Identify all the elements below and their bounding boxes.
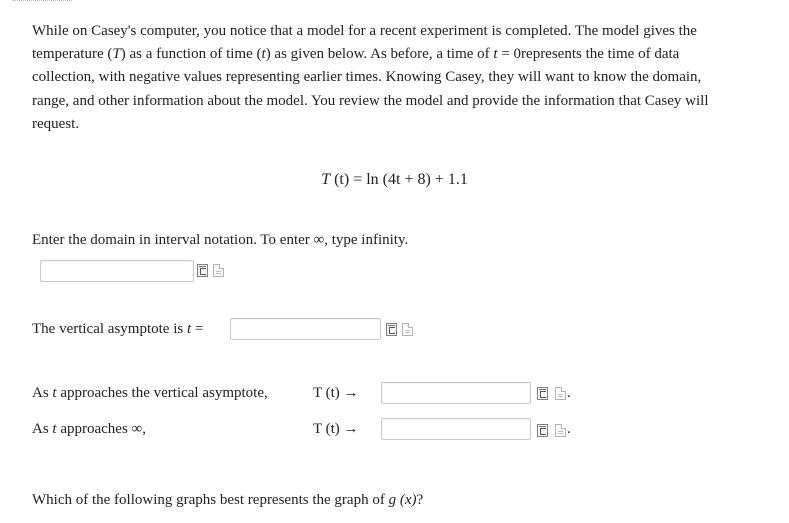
graph-question [32,492,423,509]
equation-editor-icon[interactable] [197,264,208,277]
equation-rhs: ln (4t + 8) + 1.1 [366,171,468,188]
asymptote-prompt-text: The vertical asymptote is [32,321,187,337]
limit2-function: T (t) → [313,421,359,437]
preview-icon[interactable] [555,387,566,400]
equation-editor-icon[interactable] [386,323,397,336]
limit2-input[interactable] [381,418,531,440]
limit2-text-post: approaches ∞, [56,421,147,437]
limit2-period: . [567,421,571,437]
limit1-text-pre: As [32,385,53,401]
asymptote-equals: = [191,321,204,337]
equation-editor-icon[interactable] [537,387,548,400]
domain-input[interactable] [40,260,194,282]
limit1-text-post: approaches the vertical asymptote, [56,385,268,401]
limit1-prompt [32,385,268,402]
limit1-input[interactable] [381,382,531,404]
domain-prompt: Enter the domain in interval notation. To enter ∞, type infinity. [32,232,409,248]
preview-icon[interactable] [555,424,566,437]
limit2-var: t [52,421,57,437]
equation-editor-icon[interactable] [537,424,548,437]
graph-question-mark: ? [416,492,424,508]
asymptote-input[interactable] [230,318,381,340]
var-T: T [112,46,121,63]
equation-lhs-arg: (t) = [330,171,367,188]
limit1-function: T (t) → [313,385,359,401]
var-t-2: t [493,46,498,63]
asymptote-var: t [186,321,192,337]
equation-lhs-var: T [321,171,331,188]
preview-icon[interactable] [402,323,413,336]
intro-text-3: ) as given below. As before, a time of [265,46,494,63]
intro-text-2: ) as a function of time ( [120,46,262,63]
top-divider [12,0,72,3]
intro-text-4: = 0represents the time of data collection, with negative values representing earlier times. Knowing Casey, they will want to know the domain, range, and other information about the model. You review the model and provide the information that Casey will request. [32,46,709,132]
problem-intro [32,20,712,136]
limit2-text-pre: As [32,421,53,437]
limit2-prompt [32,421,146,438]
graph-question-fn: g (x) [388,492,417,508]
var-t: t [261,46,266,63]
limit1-var: t [52,385,57,401]
asymptote-prompt [32,321,203,338]
intro-text-1: While on Casey's computer, you notice that a model for a recent experiment is completed. The model gives the temperature ( [32,23,697,63]
model-equation [0,171,789,189]
graph-question-text: Which of the following graphs best represents the graph of [32,492,389,508]
preview-icon[interactable] [213,264,224,277]
limit1-period: . [567,385,571,401]
